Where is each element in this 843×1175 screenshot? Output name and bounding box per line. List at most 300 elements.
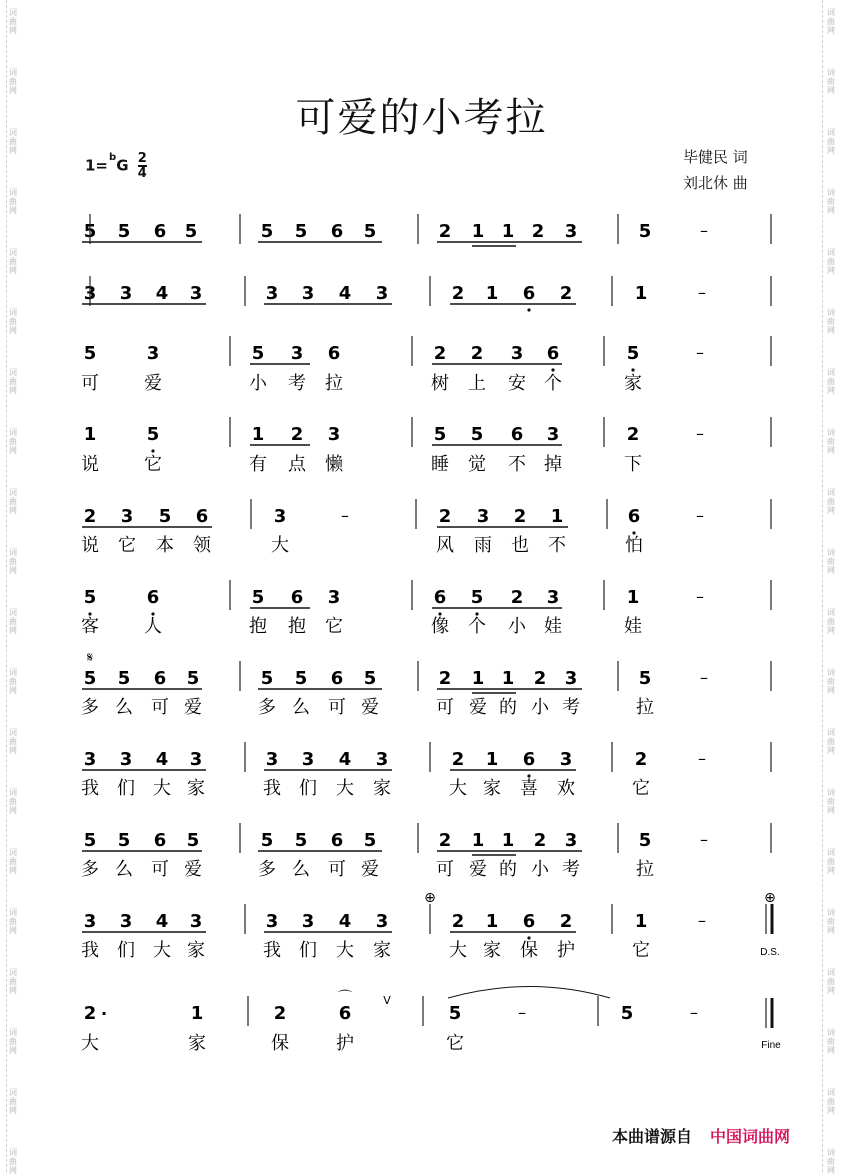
lyric-char: 保 xyxy=(271,1033,289,1054)
lyric-char: 大 xyxy=(153,778,171,799)
note: 4 xyxy=(338,749,352,770)
lyric-char: 可 xyxy=(81,373,99,394)
lyric-char: 它 xyxy=(325,616,343,637)
watermark-text: 词 曲 网 xyxy=(9,488,17,515)
watermark-text: 词 曲 网 xyxy=(827,608,835,635)
dash-sustain: – xyxy=(518,1003,526,1022)
source-footer xyxy=(612,1124,790,1147)
note: 3 xyxy=(301,749,315,770)
octave-dot xyxy=(551,368,554,371)
watermark-text: 词 曲 网 xyxy=(827,788,835,815)
note: 2 xyxy=(433,343,447,364)
lyric-char: 小 xyxy=(531,859,549,880)
note: 3 xyxy=(301,283,315,304)
note: 3 xyxy=(83,283,97,304)
lyric-char: 它 xyxy=(632,940,650,961)
lyric-char: 风 xyxy=(436,535,454,556)
note: 5 xyxy=(448,1003,462,1024)
lyric-char: 家 xyxy=(373,940,391,961)
footer-source: 本曲谱源自 xyxy=(612,1127,693,1146)
note: 5 xyxy=(363,221,377,242)
lyric-char: 也 xyxy=(511,535,529,556)
note: 3 xyxy=(189,749,203,770)
watermark-text: 词 曲 网 xyxy=(827,68,835,95)
note: 6 xyxy=(522,283,536,304)
note: 6 xyxy=(153,668,167,689)
note: 3 xyxy=(301,911,315,932)
watermark-text: 词 曲 网 xyxy=(827,128,835,155)
lyric-char: 小 xyxy=(531,697,549,718)
note: 2 xyxy=(533,830,547,851)
watermark-text: 词 曲 网 xyxy=(9,368,17,395)
lyric-char: 爱 xyxy=(361,697,379,718)
dash-sustain: – xyxy=(700,221,708,240)
watermark-text: 词 曲 网 xyxy=(827,1088,835,1115)
dash-sustain: – xyxy=(696,506,704,525)
lyric-char: 家 xyxy=(187,778,205,799)
lyric-char: 保 xyxy=(520,940,538,961)
lyric-char: 们 xyxy=(117,778,135,799)
note: 5 xyxy=(638,830,652,851)
note: 6 xyxy=(330,668,344,689)
note: 2 xyxy=(634,749,648,770)
note: 5 xyxy=(260,668,274,689)
dash-sustain: – xyxy=(696,343,704,362)
dash-sustain: – xyxy=(696,424,704,443)
coda-icon: ⊕ xyxy=(424,890,436,906)
lyric-char: 么 xyxy=(292,859,310,880)
note: 6 xyxy=(522,911,536,932)
note: 3 xyxy=(476,506,490,527)
note: 3 xyxy=(273,506,287,527)
note: 1 xyxy=(626,587,640,608)
lyric-char: 抱 xyxy=(288,616,306,637)
watermark-text: 词 曲 网 xyxy=(827,668,835,695)
lyric-char: 娃 xyxy=(624,616,642,637)
watermark-text: 词 曲 网 xyxy=(9,788,17,815)
note: 4 xyxy=(338,283,352,304)
lyric-char: 爱 xyxy=(144,373,162,394)
dash-sustain: – xyxy=(700,668,708,687)
note: 2 xyxy=(531,221,545,242)
breath-mark: V xyxy=(383,994,391,1007)
note: 3 xyxy=(265,283,279,304)
note: 5 xyxy=(294,668,308,689)
note: 6 xyxy=(338,1003,352,1024)
watermark-text: 词 曲 网 xyxy=(9,428,17,455)
note: 3 xyxy=(146,343,160,364)
lyric-char: 可 xyxy=(151,859,169,880)
flat-sign: b xyxy=(109,152,117,163)
note: 5 xyxy=(251,587,265,608)
lyric-char: 喜 xyxy=(520,778,538,799)
watermark-text: 词 曲 网 xyxy=(827,428,835,455)
dash-sustain: – xyxy=(698,283,706,302)
lyric-char: 说 xyxy=(81,535,99,556)
note: 6 xyxy=(195,506,209,527)
lyric-char: 多 xyxy=(81,859,99,880)
lyric-char: 欢 xyxy=(557,778,575,799)
lyric-char: 娃 xyxy=(544,616,562,637)
note: 6 xyxy=(327,343,341,364)
note: 5 xyxy=(363,668,377,689)
lyric-char: 我 xyxy=(263,778,281,799)
note: 3 xyxy=(327,587,341,608)
note: 2 xyxy=(451,283,465,304)
lyric-char: 大 xyxy=(449,940,467,961)
lyric-char: 爱 xyxy=(184,859,202,880)
note: 5 xyxy=(117,668,131,689)
octave-dot xyxy=(151,449,154,452)
note: 2 xyxy=(438,506,452,527)
note: 1 xyxy=(501,221,515,242)
note: 3 xyxy=(120,506,134,527)
lyric-char: 大 xyxy=(81,1033,99,1054)
note: 5 xyxy=(83,830,97,851)
note: 3 xyxy=(564,668,578,689)
ds-mark: D.S. xyxy=(760,947,780,958)
lyric-char: 人 xyxy=(144,616,162,637)
lyric-char: 的 xyxy=(499,697,517,718)
tie-arc xyxy=(448,987,610,999)
time-numerator: 2 xyxy=(137,151,147,166)
song-title: 可爱的小考拉 xyxy=(295,95,548,141)
lyric-char: 可 xyxy=(151,697,169,718)
lyric-char: 多 xyxy=(258,859,276,880)
lyric-char: 它 xyxy=(446,1033,464,1054)
note: 5 xyxy=(158,506,172,527)
note: 6 xyxy=(290,587,304,608)
note: 5 xyxy=(638,221,652,242)
note: 4 xyxy=(155,283,169,304)
lyric-char: 大 xyxy=(153,940,171,961)
note: 1 xyxy=(190,1003,204,1024)
lyricist-credit: 毕健民 词 xyxy=(683,148,748,166)
coda-icon: ⊕ xyxy=(764,890,776,906)
lyric-char: 的 xyxy=(499,859,517,880)
note: 1 xyxy=(471,221,485,242)
lyric-char: 家 xyxy=(373,778,391,799)
lyric-char: 考 xyxy=(562,859,580,880)
lyric-char: 上 xyxy=(468,373,486,394)
lyric-char: 不 xyxy=(508,454,526,475)
lyric-char: 爱 xyxy=(184,697,202,718)
note: 2 xyxy=(510,587,524,608)
lyric-char: 多 xyxy=(258,697,276,718)
note: 5 xyxy=(363,830,377,851)
note: 5 xyxy=(186,830,200,851)
lyric-char: 家 xyxy=(483,778,501,799)
lyric-char: 它 xyxy=(144,454,162,475)
note: 1 xyxy=(471,830,485,851)
footer-brand: 中国词曲网 xyxy=(710,1127,791,1146)
lyric-char: 领 xyxy=(193,535,211,556)
note: 3 xyxy=(510,343,524,364)
lyric-char: 它 xyxy=(632,778,650,799)
watermark-text: 词 曲 网 xyxy=(9,1148,17,1175)
lyric-char: 可 xyxy=(328,859,346,880)
watermark-text: 词 曲 网 xyxy=(827,1028,835,1055)
lyric-char: 懒 xyxy=(325,454,343,475)
note: 5 xyxy=(626,343,640,364)
fermata-icon: ⌒ xyxy=(338,990,352,1006)
watermark-text: 词 曲 网 xyxy=(827,368,835,395)
augmentation-dot: · xyxy=(100,1004,108,1023)
note: 2 xyxy=(83,1003,97,1024)
dash-sustain: – xyxy=(698,911,706,930)
note: 6 xyxy=(153,221,167,242)
watermark-text: 词 曲 网 xyxy=(827,8,835,35)
lyric-char: 点 xyxy=(288,454,306,475)
lyric-char: 家 xyxy=(624,373,642,394)
lyric-char: 可 xyxy=(436,859,454,880)
note: 5 xyxy=(294,221,308,242)
note: 3 xyxy=(559,749,573,770)
note: 6 xyxy=(146,587,160,608)
lyric-char: 它 xyxy=(118,535,136,556)
note: 3 xyxy=(119,749,133,770)
note: 2 xyxy=(559,911,573,932)
lyric-char: 家 xyxy=(187,940,205,961)
lyric-char: 客 xyxy=(81,616,99,637)
lyric-char: 多 xyxy=(81,697,99,718)
lyric-char: 爱 xyxy=(361,859,379,880)
watermark-text: 词 曲 网 xyxy=(9,1088,17,1115)
note: 3 xyxy=(83,749,97,770)
lyric-char: 么 xyxy=(292,697,310,718)
watermark-text: 词 曲 网 xyxy=(9,728,17,755)
note: 2 xyxy=(470,343,484,364)
note: 3 xyxy=(564,830,578,851)
watermark-text: 词 曲 网 xyxy=(9,548,17,575)
watermark-text: 词 曲 网 xyxy=(827,308,835,335)
note: 2 xyxy=(438,221,452,242)
watermark-text: 词 曲 网 xyxy=(9,608,17,635)
lyric-char: 我 xyxy=(81,940,99,961)
note: 2 xyxy=(290,424,304,445)
lyric-char: 考 xyxy=(562,697,580,718)
watermark-text: 词 曲 网 xyxy=(827,728,835,755)
note: 3 xyxy=(327,424,341,445)
note: 3 xyxy=(83,911,97,932)
lyric-char: 不 xyxy=(548,535,566,556)
lyric-char: 爱 xyxy=(469,859,487,880)
note: 3 xyxy=(265,749,279,770)
key-prefix: 1= xyxy=(85,156,109,175)
dash-sustain: – xyxy=(700,830,708,849)
watermark-text: 词 曲 网 xyxy=(9,968,17,995)
lyric-char: 说 xyxy=(81,454,99,475)
note: 1 xyxy=(501,830,515,851)
note: 2 xyxy=(559,283,573,304)
lyric-char: 家 xyxy=(483,940,501,961)
note: 1 xyxy=(501,668,515,689)
watermark-text: 词 曲 网 xyxy=(9,668,17,695)
watermark-text: 词 曲 网 xyxy=(9,908,17,935)
note: 5 xyxy=(83,221,97,242)
watermark-text: 词 曲 网 xyxy=(9,128,17,155)
note: 5 xyxy=(620,1003,634,1024)
note: 5 xyxy=(186,668,200,689)
lyric-char: 个 xyxy=(468,616,486,637)
note: 2 xyxy=(626,424,640,445)
octave-dot xyxy=(527,308,530,311)
note: 2 xyxy=(451,749,465,770)
note: 3 xyxy=(189,911,203,932)
lyric-char: 大 xyxy=(336,940,354,961)
note: 1 xyxy=(634,283,648,304)
lyric-char: 大 xyxy=(449,778,467,799)
lyric-char: 本 xyxy=(156,535,174,556)
note: 3 xyxy=(189,283,203,304)
note: 1 xyxy=(471,668,485,689)
note: 5 xyxy=(433,424,447,445)
note: 3 xyxy=(375,749,389,770)
note: 3 xyxy=(290,343,304,364)
key-tonic: G xyxy=(116,156,129,175)
note: 3 xyxy=(564,221,578,242)
lyric-char: 拉 xyxy=(325,373,343,394)
note: 5 xyxy=(83,668,97,689)
lyric-char: 护 xyxy=(336,1033,354,1054)
watermark-text: 词 曲 网 xyxy=(9,848,17,875)
lyric-char: 大 xyxy=(336,778,354,799)
dash-sustain: – xyxy=(690,1003,698,1022)
lyric-char: 们 xyxy=(117,940,135,961)
time-denominator: 4 xyxy=(137,166,147,181)
lyric-char: 大 xyxy=(271,535,289,556)
note: 2 xyxy=(451,911,465,932)
lyric-char: 么 xyxy=(115,859,133,880)
watermark-text: 词 曲 网 xyxy=(9,8,17,35)
note: 1 xyxy=(550,506,564,527)
watermark-text: 词 曲 网 xyxy=(827,1148,835,1175)
watermark-text: 词 曲 网 xyxy=(827,548,835,575)
note: 5 xyxy=(260,221,274,242)
note: 6 xyxy=(510,424,524,445)
note: 4 xyxy=(338,911,352,932)
watermark-text: 词 曲 网 xyxy=(827,908,835,935)
note: 6 xyxy=(433,587,447,608)
lyric-char: 可 xyxy=(328,697,346,718)
note: 1 xyxy=(83,424,97,445)
note: 5 xyxy=(146,424,160,445)
note: 3 xyxy=(546,424,560,445)
lyric-char: 小 xyxy=(508,616,526,637)
watermark-text: 词 曲 网 xyxy=(9,308,17,335)
watermark-text: 词 曲 网 xyxy=(827,848,835,875)
watermark-text: 词 曲 网 xyxy=(827,488,835,515)
note: 6 xyxy=(330,830,344,851)
lyric-char: 护 xyxy=(557,940,575,961)
lyric-char: 抱 xyxy=(249,616,267,637)
note: 5 xyxy=(470,587,484,608)
fine-mark: Fine xyxy=(761,1040,781,1051)
watermark-text: 词 曲 网 xyxy=(827,188,835,215)
lyric-char: 可 xyxy=(436,697,454,718)
lyric-char: 树 xyxy=(431,373,449,394)
lyric-char: 下 xyxy=(624,454,642,475)
watermark-text: 词 曲 网 xyxy=(9,248,17,275)
note: 5 xyxy=(83,587,97,608)
lyric-char: 怕 xyxy=(625,535,643,556)
note: 1 xyxy=(634,911,648,932)
note: 3 xyxy=(119,911,133,932)
lyric-char: 有 xyxy=(249,454,267,475)
note: 5 xyxy=(251,343,265,364)
lyric-char: 爱 xyxy=(469,697,487,718)
note: 6 xyxy=(330,221,344,242)
note: 5 xyxy=(638,668,652,689)
lyric-char: 么 xyxy=(115,697,133,718)
note: 5 xyxy=(260,830,274,851)
lyric-char: 拉 xyxy=(636,859,654,880)
lyric-char: 安 xyxy=(508,373,526,394)
lyric-char: 拉 xyxy=(636,697,654,718)
watermark-text: 词 曲 网 xyxy=(827,968,835,995)
lyric-char: 个 xyxy=(544,373,562,394)
watermark-text: 词 曲 网 xyxy=(9,188,17,215)
note: 4 xyxy=(155,911,169,932)
note: 5 xyxy=(83,343,97,364)
note: 3 xyxy=(119,283,133,304)
note: 5 xyxy=(117,221,131,242)
note: 5 xyxy=(294,830,308,851)
note: 1 xyxy=(485,911,499,932)
watermark-text: 词 曲 网 xyxy=(9,1028,17,1055)
note: 6 xyxy=(522,749,536,770)
note: 3 xyxy=(265,911,279,932)
note: 1 xyxy=(485,283,499,304)
lyric-char: 睡 xyxy=(431,454,449,475)
lyric-char: 我 xyxy=(263,940,281,961)
note: 2 xyxy=(273,1003,287,1024)
note: 5 xyxy=(184,221,198,242)
note: 6 xyxy=(627,506,641,527)
note: 5 xyxy=(117,830,131,851)
octave-dot xyxy=(631,368,634,371)
note: 4 xyxy=(155,749,169,770)
note: 2 xyxy=(83,506,97,527)
note: 2 xyxy=(438,830,452,851)
note: 6 xyxy=(153,830,167,851)
lyric-char: 家 xyxy=(188,1033,206,1054)
dash-sustain: – xyxy=(698,749,706,768)
note: 1 xyxy=(485,749,499,770)
note: 3 xyxy=(546,587,560,608)
note: 2 xyxy=(533,668,547,689)
lyric-char: 雨 xyxy=(474,535,492,556)
lyric-char: 掉 xyxy=(544,454,562,475)
note: 5 xyxy=(470,424,484,445)
lyric-char: 觉 xyxy=(468,454,486,475)
lyric-char: 小 xyxy=(249,373,267,394)
note: 3 xyxy=(375,911,389,932)
note: 2 xyxy=(513,506,527,527)
dash-sustain: – xyxy=(341,506,349,525)
segno-icon: 𝄋 xyxy=(86,650,94,666)
lyric-char: 考 xyxy=(288,373,306,394)
note: 1 xyxy=(251,424,265,445)
note: 2 xyxy=(438,668,452,689)
note: 6 xyxy=(546,343,560,364)
watermark-text: 词 曲 网 xyxy=(9,68,17,95)
lyric-char: 我 xyxy=(81,778,99,799)
watermark-text: 词 曲 网 xyxy=(827,248,835,275)
dash-sustain: – xyxy=(696,587,704,606)
note: 3 xyxy=(375,283,389,304)
lyric-char: 们 xyxy=(299,940,317,961)
